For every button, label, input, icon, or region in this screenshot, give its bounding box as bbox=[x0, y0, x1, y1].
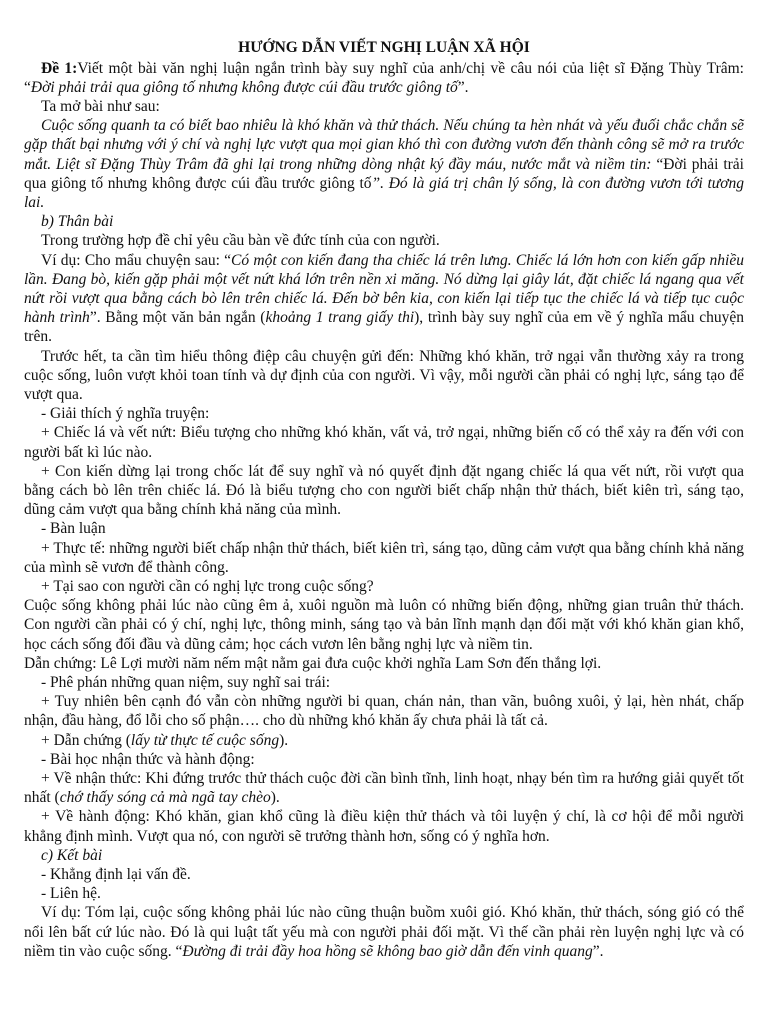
list-item: + Chiếc lá và vết nứt: Biểu tượng cho những khó khăn, vất vả, trở ngại, những biến cố có thể xảy ra đến với con người bất kì lúc nào. bbox=[24, 424, 744, 461]
intro-sample: Cuộc sống quanh ta có biết bao nhiêu là khó khăn và thử thách. Nếu chúng ta hèn nhát và yếu đuối chắc chắn sẽ gặp thất bại nhưng với ý chí và nghị lực vượt qua mọi gian khó thì con đường vươn đến thành công sẽ mở ra trước mắt. Liệt sĩ Đặng Thùy Trâm đã ghi lại trong những dòng nhật ký đầy máu, nước mắt và niềm tin: “Đời phải trải qua giông tố nhưng không được cúi đầu trước giông tố”. Đó là giá trị chân lý sống, là con đường vươn tới tương lai. bbox=[24, 117, 744, 211]
example-paragraph: Ví dụ: Cho mẩu chuyện sau: “Có một con kiến đang tha chiếc lá trên lưng. Chiếc lá lớn hơn con kiến gấp nhiều lần. Đang bò, kiến gặp phải một vết nứt khá lớn trên nền xi măng. Nó dừng lại giây lát, đặt chiếc lá ngang qua vết nứt rồi vượt qua bằng cách bò lên trên chiếc lá. Đến bờ bên kia, con kiến lại tiếp tục the chiếc lá và tiếp tục cuộc hành trình”. Bằng một văn bản ngắn (khoảng 1 trang giấy thi), trình bày suy nghĩ của em về ý nghĩa mẩu chuyện trên. bbox=[24, 251, 744, 346]
list-item: + Tuy nhiên bên cạnh đó vẫn còn những người bi quan, chán nản, than vãn, buông xuôi, ỷ lại, hèn nhát, chấp nhận, đầu hàng, đổ lỗi cho số phận…. cho dù những khó khăn ấy chưa phải là tất cả. bbox=[24, 693, 744, 730]
topic-label: Đề 1: bbox=[41, 59, 78, 77]
list-item: + Về hành động: Khó khăn, gian khổ cũng là điều kiện thử thách và tôi luyện ý chí, là cơ hội để mỗi người khẳng định mình. Vượt qua nó, con người sẽ trưởng thành hơn, sống có ý nghĩa hơn. bbox=[24, 808, 744, 845]
body-paragraph: Trước hết, ta cần tìm hiểu thông điệp câu chuyện gửi đến: Những khó khăn, trở ngại vẫn thường xảy ra trong cuộc sống, luôn vượt khỏi toan tính và dự định của con người. Vì vậy, mỗi người cần phải có nghị lực, sáng tạo để vượt qua. bbox=[24, 347, 744, 403]
intro-lead: Ta mở bài như sau: bbox=[41, 97, 160, 115]
closing-quote: Đường đi trải đầy hoa hồng sẽ không bao giờ dẫn đến vinh quang bbox=[182, 942, 593, 960]
list-item: + Con kiến dừng lại trong chốc lát để suy nghĩ và nó quyết định đặt ngang chiếc lá qua vết nứt, rồi vượt qua bằng cách bò lên trên chiếc lá. Đó là biểu tượng cho con người biết chấp nhận thử thách, biết kiên trì, sáng tạo, dũng cảm vượt qua bằng chính khả năng của mình. bbox=[24, 462, 744, 519]
section-conclusion-heading: c) Kết bài bbox=[41, 846, 103, 864]
topic-paragraph: Đề 1:Viết một bài văn nghị luận ngắn trình bày suy nghĩ của anh/chị về câu nói của liệt sĩ Đặng Thùy Trâm: “Đời phải trải qua giông tố nhưng không được cúi đầu trước giông tố”. bbox=[24, 59, 744, 96]
list-item: - Bàn luận bbox=[41, 520, 106, 538]
topic-quote: Đời phải trải qua giông tố nhưng không được cúi đầu trước giông tố bbox=[30, 78, 458, 96]
list-item: - Giải thích ý nghĩa truyện: bbox=[41, 405, 210, 423]
section-body-heading: b) Thân bài bbox=[41, 213, 114, 231]
body-paragraph: Dẫn chứng: Lê Lợi mười năm nếm mật nằm gai đưa cuộc khởi nghĩa Lam Sơn đến thắng lợi. bbox=[24, 654, 602, 672]
ant-story-quote: Có một con kiến đang tha chiếc lá trên lưng. Chiếc lá lớn hơn con kiến gấp nhiều lần. Đang bò, kiến gặp phải một vết nứt khá lớn trên nền xi măng. Nó dừng lại giây lát, đặt chiếc lá ngang qua vết nứt rồi vượt qua bằng cách bò lên trên chiếc lá. Đến bờ bên kia, con kiến lại tiếp tục the chiếc lá và tiếp tục cuộc hành trình bbox=[24, 251, 744, 327]
body-paragraph: Cuộc sống không phải lúc nào cũng êm ả, xuôi nguồn mà luôn có những biến động, những gian truân thử thách. Con người cần phải có ý chí, nghị lực, thông minh, sáng tạo và bản lĩnh mạnh dạn đối mặt với khó khăn gian khổ, học cách sống đối đầu và dũng cảm; học cách vươn lên bằng nghị lực và niềm tin. bbox=[24, 597, 744, 653]
body-paragraph: Trong trường hợp đề chỉ yêu cầu bàn về đức tính của con người. bbox=[41, 232, 440, 250]
list-item: - Phê phán những quan niệm, suy nghĩ sai trái: bbox=[41, 674, 331, 691]
list-item: + Thực tế: những người biết chấp nhận thử thách, biết kiên trì, sáng tạo, dũng cảm vượt qua bằng chính khả năng của mình sẽ vươn để thành công. bbox=[24, 539, 744, 576]
list-item: + Tại sao con người cần có nghị lực trong cuộc sống? bbox=[41, 577, 374, 595]
list-item: - Khẳng định lại vấn đề. bbox=[41, 866, 191, 884]
list-item: - Bài học nhận thức và hành động: bbox=[41, 750, 255, 768]
conclusion-example: Ví dụ: Tóm lại, cuộc sống không phải lúc nào cũng thuận buồm xuôi gió. Khó khăn, thử thách, sóng gió có thể nổi lên bất cứ lúc nào. Đó là qui luật tất yếu mà con người phải đối mặt. Vì thế cần phải rèn luyện nghị lực và có niềm tin vào cuộc sống. “Đường đi trải đầy hoa hồng sẽ không bao giờ dẫn đến vinh quang”. bbox=[24, 904, 744, 960]
list-item: + Về nhận thức: Khi đứng trước thử thách cuộc đời cần bình tĩnh, linh hoạt, nhạy bén tìm ra hướng giải quyết tốt nhất (chớ thấy sóng cả mà ngã tay chèo). bbox=[24, 770, 744, 807]
list-item: + Dẫn chứng (lấy từ thực tế cuộc sống). bbox=[41, 731, 289, 749]
list-item: - Liên hệ. bbox=[41, 885, 101, 903]
document-title: HƯỚNG DẪN VIẾT NGHỊ LUẬN XÃ HỘI bbox=[238, 39, 530, 56]
